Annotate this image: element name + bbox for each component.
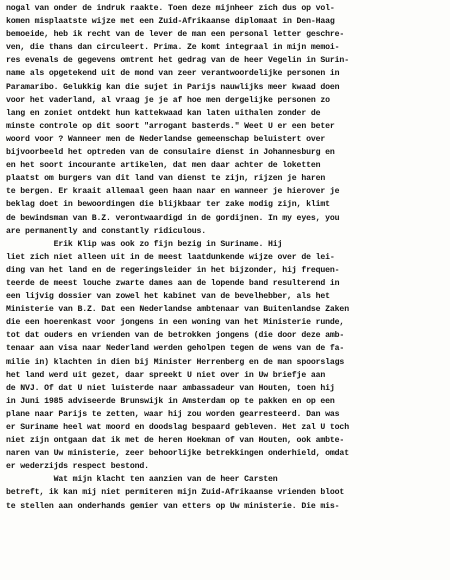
text-line: te stellen aan onderhands gemier van etters op Uw ministerie. Die mis-: [6, 501, 340, 511]
text-line: in Juni 1985 adviseerde Brunswijk in Amsterdam op te pakken en op een: [6, 396, 335, 406]
text-line: beklag doet in bewoordingen die blijkbaar ter zake modig zijn, klimt: [6, 200, 330, 210]
text-line: komen misplaatste wijze met een Zuid-Afrikaanse diplomaat in Den-Haag: [6, 17, 335, 27]
text-line: teerde de meest louche zwarte dames aan de lopende band resulterend in: [6, 278, 340, 288]
text-line: tot dat ouders en vrienden van de betrokken jongens (die door deze amb-: [6, 331, 345, 341]
text-line: de bewindsman van B.Z. verontwaardigd in de gordijnen. In my eyes, you: [6, 213, 340, 223]
text-line: nogal van onder de indruk raakte. Toen deze mijnheer zich dus op vol-: [6, 4, 335, 13]
text-line: betreft, ik kan mij niet permiteren mijn Zuid-Afrikaanse vrienden bloot: [6, 488, 345, 498]
text-line: het land werd uit gezet, daar spreekt U niet over in Uw briefje aan: [6, 370, 326, 380]
text-line: res evenals de gegevens omtrent het gedrag van de heer Vegelin in Surin-: [6, 56, 349, 66]
text-line: die een hoerenkast voor jongens in een woning van het Ministerie runde,: [6, 318, 345, 328]
text-line: ding van het land en de regeringsleider in het bijzonder, hij frequen-: [6, 265, 340, 275]
text-line: Paramaribo. Gelukkig kan die sujet in Parijs nauwlijks meer kwaad doen: [6, 82, 340, 92]
paragraph-start-line: Wat mijn klacht ten aanzien van de heer Carsten: [6, 475, 278, 485]
text-line: bijvoorbeeld het optreden van de consulaire dienst in Johannesburg en: [6, 148, 335, 158]
text-line: milie in) klachten in dien bij Minister Herrenberg en de man spoorslags: [6, 357, 345, 367]
text-line: een lijvig dossier van zowel het kabinet van de bevelhebber, als het: [6, 292, 330, 302]
text-line: name als opgetekend uit de mond van zeer verantwoordelijke personen in: [6, 69, 340, 79]
text-line: are permanently and constantly ridiculous.: [6, 226, 207, 236]
text-line: liet zich niet alleen uit in de meest laatdunkende wijze over de lei-: [6, 252, 335, 262]
paragraph-start-line: Erik Klip was ook zo fijn bezig in Suriname. Hij: [6, 239, 283, 249]
text-line: woord voor ? Wanneer men de Nederlandse gemeenschap beluistert over: [6, 134, 326, 144]
text-line: plane naar Parijs te zetten, waar hij zou worden gearresteerd. Dan was: [6, 409, 340, 419]
text-line: niet zijn ontgaan dat ik met de heren Hoekman of van Houten, ook ambte-: [6, 436, 345, 446]
document-body: [6, 2, 448, 513]
text-line: ven, die thans dan circuleert. Prima. Ze komt integraal in mijn memoi-: [6, 43, 340, 53]
text-line: plaatst om burgers van dit land van dienst te zijn, rijzen je haren: [6, 174, 326, 184]
text-line: en het soort incourante artikelen, dat men daar achter de loketten: [6, 161, 321, 171]
text-line: tenaar aan visa naar Nederland werden geholpen tegen de wens van de fa-: [6, 344, 345, 354]
text-line: minste controle op dit soort "arrogant basterds." Weet U er een beter: [6, 121, 335, 131]
text-line: naren van Uw ministerie, zeer behoorlijke betrekkingen onderhield, omdat: [6, 449, 349, 459]
text-line: Ministerie van B.Z. Dat een Nederlandse ambtenaar van Buitenlandse Zaken: [6, 305, 349, 315]
text-line: de NVJ. Of dat U niet luisterde naar ambassadeur van Houten, toen hij: [6, 383, 335, 393]
text-line: lang en zoniet ontdekt hun kattekwaad kan laten uithalen zonder de: [6, 108, 321, 118]
text-line: bemoeide, heb ik recht van de lever de man een personal letter geschre-: [6, 30, 345, 40]
text-line: er wederzijds respect bestond.: [6, 462, 149, 472]
text-line: er Suriname heel wat moord en doodslag bespaard gebleven. Het zal U toch: [6, 423, 349, 432]
text-line: te bergen. Er kraait allemaal geen haan naar en wanneer je hierover je: [6, 187, 340, 197]
text-line: voor het vaderland, al vraag je je af hoe men dergelijke personen zo: [6, 95, 330, 105]
